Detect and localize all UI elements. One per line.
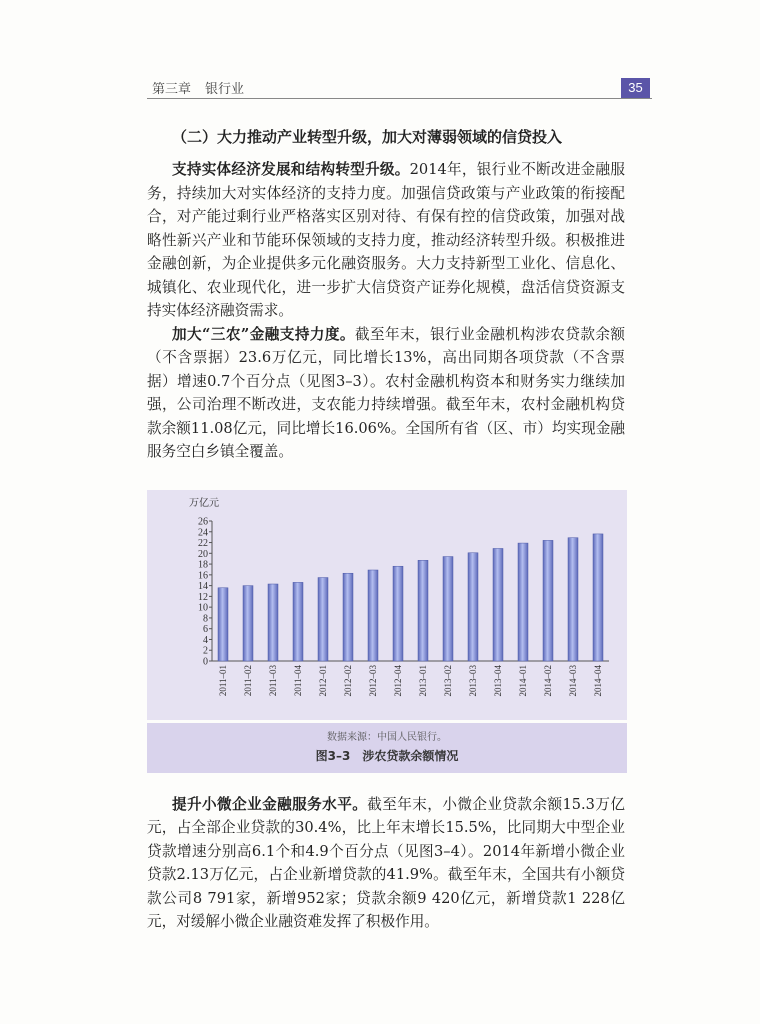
x-tick-label: 2012–04 xyxy=(393,664,403,696)
header-divider xyxy=(147,98,652,99)
y-axis-label: 万亿元 xyxy=(189,497,219,509)
bar xyxy=(443,556,453,660)
x-tick-label: 2013–04 xyxy=(493,664,503,696)
x-tick-label: 2012–01 xyxy=(318,664,328,696)
figure-caption: 图3–3 涉农贷款余额情况 xyxy=(315,748,459,763)
bar xyxy=(418,560,428,661)
y-tick-label: 10 xyxy=(198,602,208,614)
paragraph-lead: 加大“三农”金融支持力度。 xyxy=(172,325,355,343)
y-tick-label: 2 xyxy=(203,645,208,657)
x-tick-label: 2011–04 xyxy=(293,664,303,696)
chart-panel xyxy=(147,490,627,720)
paragraph-1 xyxy=(147,158,625,323)
x-tick-label: 2013–03 xyxy=(468,664,478,696)
paragraph-text: 2014年，银行业不断改进金融服务，持续加大对实体经济的支持力度。加强信贷政策与产业政策的衔接配合，对产能过剩行业严格落实区别对待、有保有控的信贷政策，加强对战略性新兴产业和节能环保领域的支持力度，推动经济转型升级。积极推进金融创新，为企业提供多元化融资服务。大力支持新型工业化、信息化、城镇化、农业现代化，进一步扩大信贷资产证券化规模，盘活信贷资源支持实体经济融资需求。 xyxy=(147,161,625,319)
bar xyxy=(543,540,553,661)
bar xyxy=(293,582,303,661)
y-tick-label: 0 xyxy=(203,656,208,667)
paragraph-lead: 提升小微企业金融服务水平。 xyxy=(172,795,368,813)
y-tick-label: 20 xyxy=(198,548,208,560)
y-tick-label: 26 xyxy=(198,516,208,527)
y-tick-label: 24 xyxy=(198,526,208,538)
bar xyxy=(343,573,353,661)
x-tick-label: 2014–01 xyxy=(518,664,528,696)
x-tick-label: 2014–02 xyxy=(543,664,553,696)
x-tick-label: 2012–03 xyxy=(368,664,378,696)
y-tick-label: 4 xyxy=(203,634,208,646)
bar xyxy=(518,543,528,661)
figure-caption-panel xyxy=(147,723,627,773)
paragraph-2 xyxy=(147,323,625,464)
bar xyxy=(218,587,228,660)
paragraph-text: 截至年末，银行业金融机构涉农贷款余额（不含票据）23.6万亿元，同比增长13%，高出同期各项贷款（不含票据）增速0.7个百分点（见图3–3）。农村金融机构资本和财务实力继续加强，公司治理不断改进，支农能力持续增强。截至年末，农村金融机构贷款余额11.08亿元，同比增长16.06%。全国所有省（区、市）均实现金融服务空白乡镇全覆盖。 xyxy=(147,325,625,460)
x-tick-label: 2014–03 xyxy=(568,664,578,696)
bar xyxy=(568,537,578,660)
x-tick-label: 2014–04 xyxy=(593,664,603,696)
x-tick-label: 2011–02 xyxy=(243,664,253,696)
y-tick-label: 18 xyxy=(198,559,208,571)
x-tick-label: 2011–03 xyxy=(268,664,278,696)
x-tick-label: 2011–01 xyxy=(218,664,228,696)
section-label: 银行业 xyxy=(205,82,245,97)
y-tick-label: 12 xyxy=(198,591,208,603)
bar xyxy=(243,585,253,660)
bar xyxy=(368,570,378,661)
bar xyxy=(393,566,403,661)
bar xyxy=(493,548,503,661)
y-tick-label: 22 xyxy=(198,537,208,549)
bar xyxy=(468,552,478,660)
x-tick-label: 2013–02 xyxy=(443,664,453,696)
section-heading: （二）大力推动产业转型升级，加大对薄弱领域的信贷投入 xyxy=(172,128,563,146)
x-tick-label: 2013–01 xyxy=(418,664,428,696)
bar xyxy=(268,584,278,661)
y-tick-label: 6 xyxy=(203,623,208,635)
bar-chart xyxy=(147,490,627,720)
paragraph-lead: 支持实体经济发展和结构转型升级。 xyxy=(172,161,410,178)
y-tick-label: 16 xyxy=(198,569,208,581)
x-tick-label: 2012–02 xyxy=(343,664,353,696)
figure-source: 数据来源：中国人民银行。 xyxy=(327,731,447,743)
page-number: 35 xyxy=(621,78,650,98)
y-tick-label: 8 xyxy=(203,612,208,624)
paragraph-text: 截至年末，小微企业贷款余额15.3万亿元，占全部企业贷款的30.4%，比上年末增长15.5%，比同期大中型企业贷款增速分别高6.1个和4.9个百分点（见图3–4）。2014年新增小微企业贷款2.13万亿元，占企业新增贷款的41.9%。截至年末，全国共有小额贷款公司8 791家，新增952家；贷款余额9 420亿元，新增贷款1 228亿元，对缓解小微企业融资难发挥了积极作用。 xyxy=(147,795,625,930)
bar xyxy=(593,533,603,660)
bar xyxy=(318,577,328,660)
running-header xyxy=(152,78,244,97)
body-column xyxy=(147,126,625,934)
chapter-label: 第三章 xyxy=(152,82,192,97)
paragraph-3 xyxy=(147,793,625,934)
y-tick-label: 14 xyxy=(198,580,208,592)
